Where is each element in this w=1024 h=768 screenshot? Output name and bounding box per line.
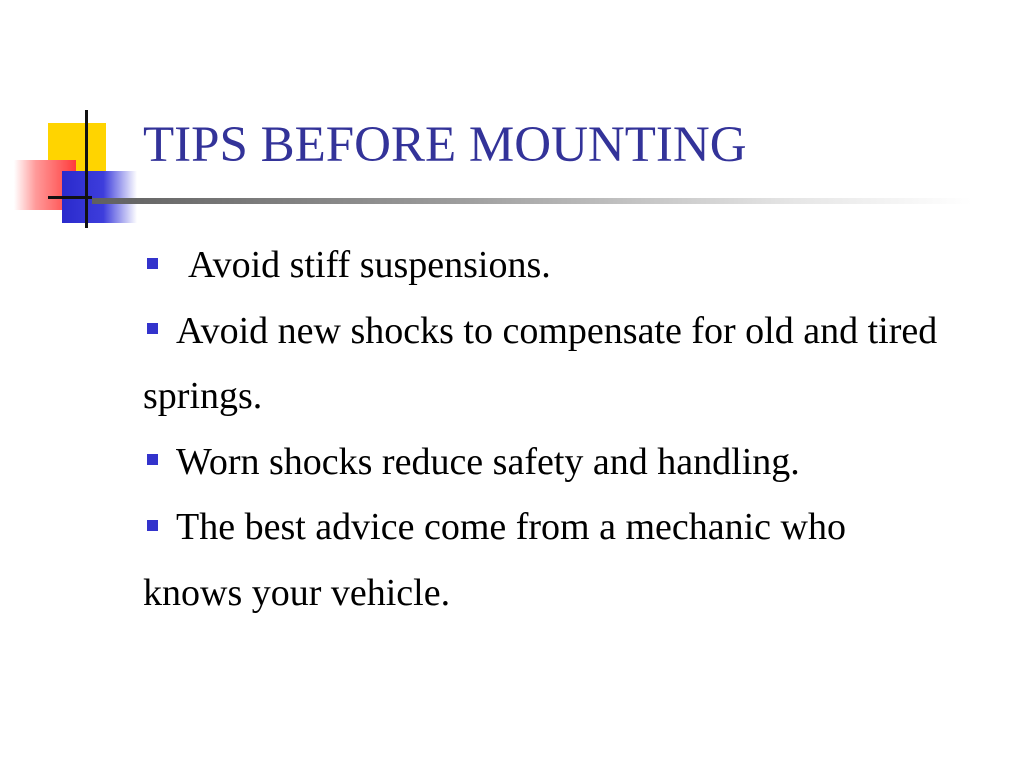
bullet-text: Avoid stiff suspensions. (188, 244, 551, 286)
slide-title: TIPS BEFORE MOUNTING (143, 117, 747, 173)
square-bullet-icon (147, 520, 158, 531)
square-bullet-icon (147, 258, 158, 269)
bullet-text: Avoid new shocks to compensate for old and tired springs. (143, 309, 938, 417)
bullet-item (143, 430, 943, 496)
bullet-item (143, 299, 943, 430)
bullet-item (143, 495, 943, 626)
bullet-text: The best advice come from a mechanic who knows your vehicle. (143, 506, 846, 614)
square-bullet-icon (147, 323, 158, 334)
square-bullet-icon (147, 454, 158, 465)
bullet-text: Worn shocks reduce safety and handling. (176, 440, 800, 483)
logo-vertical-line (85, 110, 88, 228)
title-underline (92, 198, 972, 204)
bullet-list (143, 233, 943, 626)
bullet-item (143, 233, 943, 299)
logo-horizontal-line (48, 196, 92, 199)
